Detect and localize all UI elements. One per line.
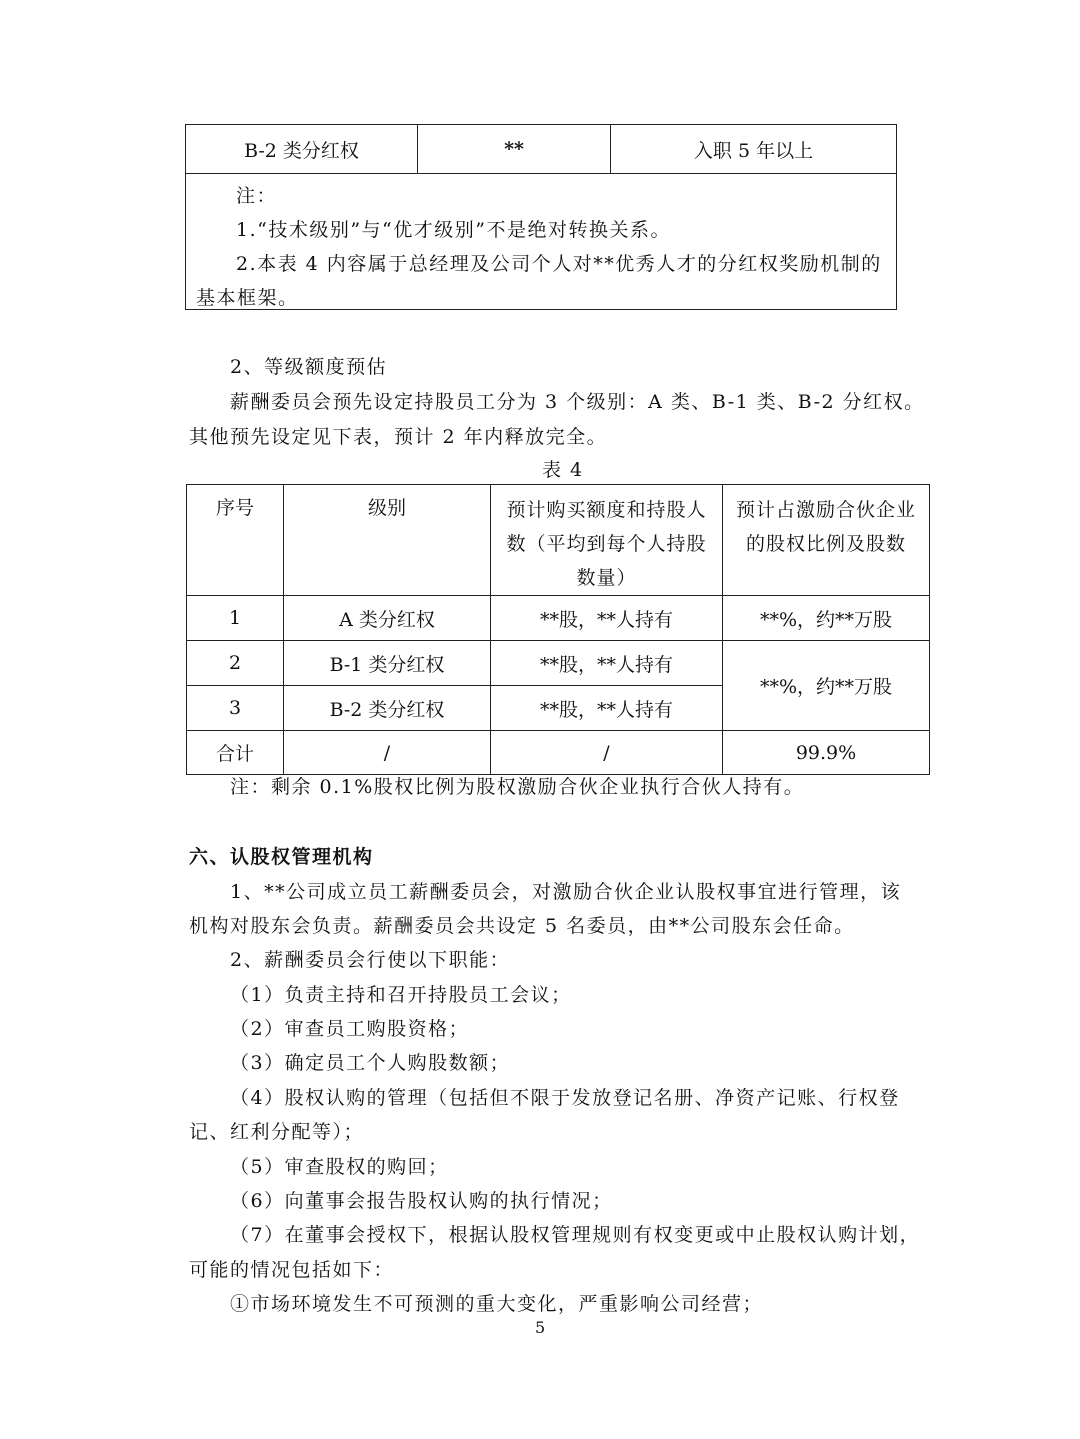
header-level: 级别 — [284, 485, 491, 596]
note-2: 2.本表 4 内容属于总经理及公司个人对**优秀人才的分红权奖励机制的 — [236, 253, 882, 275]
list-item: ①市场环境发生不可预测的重大变化，严重影响公司经营； — [230, 1293, 764, 1315]
total-c3: / — [491, 731, 723, 775]
total-c2: / — [284, 731, 491, 775]
row3-level: B-2 类分红权 — [284, 686, 491, 731]
list-item: （1）负责主持和召开持股员工会议； — [230, 984, 572, 1006]
header-amount-l2: 数（平均到每个人持股 — [506, 533, 707, 555]
row1-no: 1 — [187, 596, 284, 641]
top-table-notes — [186, 174, 897, 310]
list-item: （7）在董事会授权下，根据认股权管理规则有权变更或中止股权认购计划， — [230, 1224, 921, 1246]
row2-3-ratio: **%，约**万股 — [723, 641, 930, 731]
table-row — [187, 641, 930, 686]
note-2-cont: 基本框架。 — [196, 287, 299, 309]
row2-amount: **股，**人持有 — [491, 641, 723, 686]
row2-level: B-1 类分红权 — [284, 641, 491, 686]
list-item: （6）向董事会报告股权认购的执行情况； — [230, 1190, 613, 1212]
row1-ratio: **%，约**万股 — [723, 596, 930, 641]
list-item: 记、红利分配等）； — [189, 1121, 365, 1143]
page-number: 5 — [535, 1318, 546, 1337]
section6-heading: 六、认股权管理机构 — [189, 846, 374, 868]
table4-note: 注：剩余 0.1%股权比例为股权激励合伙企业执行合伙人持有。 — [230, 776, 805, 798]
total-c4: 99.9% — [723, 731, 930, 775]
header-ratio — [723, 485, 930, 596]
table4 — [186, 484, 930, 775]
notes-title: 注： — [236, 185, 278, 207]
header-amount-l3: 数量） — [576, 567, 637, 589]
top-table-cell-amount: ** — [418, 125, 611, 174]
row1-amount: **股，**人持有 — [491, 596, 723, 641]
note-1: 1.“技术级别”与“优才级别”不是绝对转换关系。 — [236, 219, 671, 241]
header-no: 序号 — [187, 485, 284, 596]
list-item: （2）审查员工购股资格； — [230, 1018, 470, 1040]
table-row — [187, 596, 930, 641]
header-amount-l1: 预计购买额度和持股人 — [506, 499, 707, 521]
header-ratio-l1: 预计占激励合伙企业 — [735, 499, 916, 521]
row1-level: A 类分红权 — [284, 596, 491, 641]
header-amount — [491, 485, 723, 596]
list-item: 可能的情况包括如下： — [189, 1259, 395, 1281]
section2-line1: 薪酬委员会预先设定持股员工分为 3 个级别：A 类、B-1 类、B-2 分红权。 — [230, 391, 925, 413]
table4-header-row — [187, 485, 930, 596]
top-table — [185, 124, 897, 310]
top-table-cell-level: B-2 类分红权 — [186, 125, 418, 174]
section6-p1-line2: 机构对股东会负责。薪酬委员会共设定 5 名委员，由**公司股东会任命。 — [189, 915, 855, 937]
header-ratio-l2: 的股权比例及股数 — [745, 533, 906, 555]
table4-caption: 表 4 — [542, 459, 584, 481]
section2-line2: 其他预先设定见下表，预计 2 年内释放完全。 — [189, 426, 608, 448]
top-table-cell-condition: 入职 5 年以上 — [611, 125, 897, 174]
section6-p2: 2、薪酬委员会行使以下职能： — [230, 949, 511, 971]
total-label: 合计 — [187, 731, 284, 775]
list-item: （4）股权认购的管理（包括但不限于发放登记名册、净资产记账、行权登 — [230, 1087, 900, 1109]
list-item: （3）确定员工个人购股数额； — [230, 1052, 511, 1074]
section6-p1-line1: 1、**公司成立员工薪酬委员会，对激励合伙企业认股权事宜进行管理，该 — [230, 881, 902, 903]
row3-no: 3 — [187, 686, 284, 731]
table-total-row — [187, 731, 930, 775]
row2-no: 2 — [187, 641, 284, 686]
list-item: （5）审查股权的购回； — [230, 1156, 449, 1178]
row3-amount: **股，**人持有 — [491, 686, 723, 731]
section2-heading: 2、等级额度预估 — [230, 356, 388, 378]
